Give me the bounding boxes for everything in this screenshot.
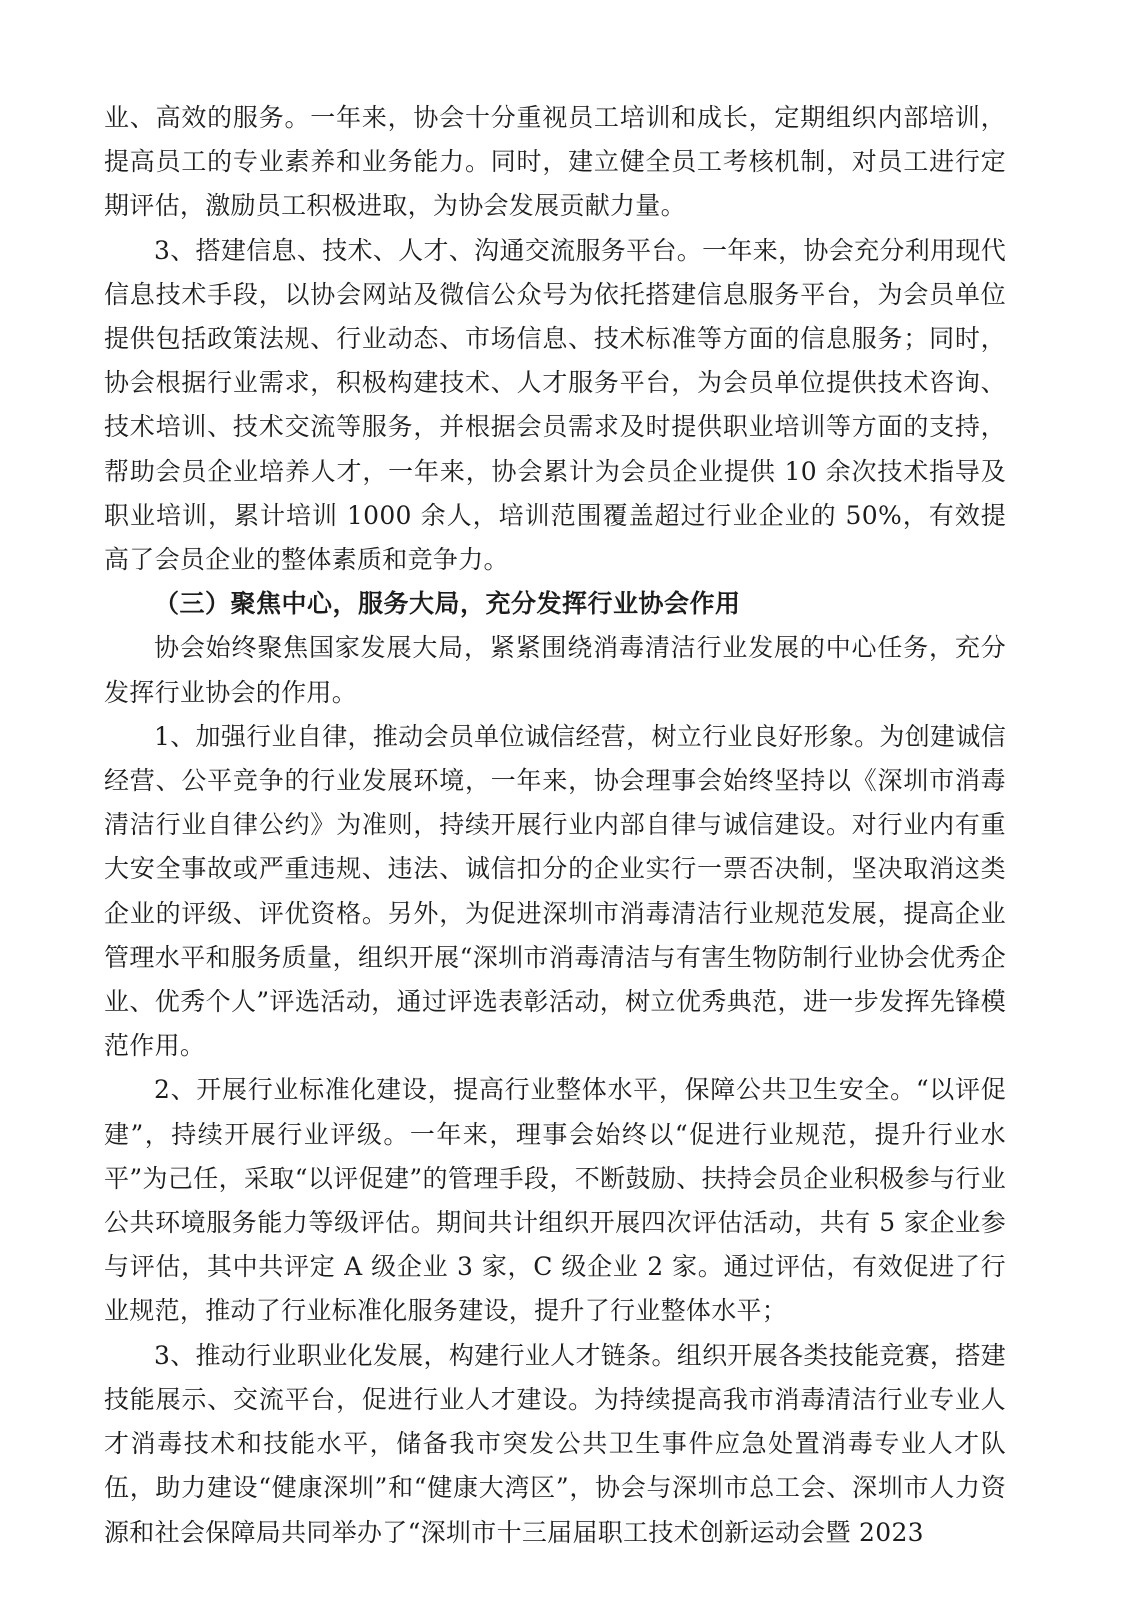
paragraph-continuation: 业、高效的服务。一年来，协会十分重视员工培训和成长，定期组织内部培训，提高员工的专业素养和业务能力。同时，建立健全员工考核机制，对员工进行定期评估，激励员工积极进取，为协会发展贡献力量。	[104, 103, 1006, 221]
paragraph-item-2-standardization: 2、开展行业标准化建设，提高行业整体水平，保障公共卫生安全。“以评促建”，持续开展行业评级。一年来，理事会始终以“促进行业规范，提升行业水平”为己任，采取“以评促建”的管理手段，不断鼓励、扶持会员企业积极参与行业公共环境服务能力等级评估。期间共计组织开展四次评估活动，共有 5 家企业参与评估，其中共评定 A 级企业 3 家，C 级企业 2 家。通过评估，有效促进了行业规范，推动了行业标准化服务建设，提升了行业整体水平；	[104, 1075, 1006, 1326]
paragraph-section-intro: 协会始终聚焦国家发展大局，紧紧围绕消毒清洁行业发展的中心任务，充分发挥行业协会的作用。	[104, 633, 1006, 707]
document-page	[104, 96, 1006, 1555]
paragraph-item-1-self-discipline: 1、加强行业自律，推动会员单位诚信经营，树立行业良好形象。为创建诚信经营、公平竞争的行业发展环境，一年来，协会理事会始终坚持以《深圳市消毒清洁行业自律公约》为准则，持续开展行业内部自律与诚信建设。对行业内有重大安全事故或严重违规、违法、诚信扣分的企业实行一票否决制，坚决取消这类企业的评级、评优资格。另外，为促进深圳市消毒清洁行业规范发展，提高企业管理水平和服务质量，组织开展“深圳市消毒清洁与有害生物防制行业协会优秀企业、优秀个人”评选活动，通过评选表彰活动，树立优秀典范，进一步发挥先锋模范作用。	[104, 721, 1006, 1061]
paragraph-item-3-professionalization: 3、推动行业职业化发展，构建行业人才链条。组织开展各类技能竞赛，搭建技能展示、交流平台，促进行业人才建设。为持续提高我市消毒清洁行业专业人才消毒技术和技能水平，储备我市突发公共卫生事件应急处置消毒专业人才队伍，助力建设“健康深圳”和“健康大湾区”，协会与深圳市总工会、深圳市人力资源和社会保障局共同举办了“深圳市十三届届职工技术创新运动会暨 2023	[104, 1340, 1006, 1547]
paragraph-item-3-platform: 3、搭建信息、技术、人才、沟通交流服务平台。一年来，协会充分利用现代信息技术手段，以协会网站及微信公众号为依托搭建信息服务平台，为会员单位提供包括政策法规、行业动态、市场信息、技术标准等方面的信息服务；同时，协会根据行业需求，积极构建技术、人才服务平台，为会员单位提供技术咨询、技术培训、技术交流等服务，并根据会员需求及时提供职业培训等方面的支持，帮助会员企业培养人才，一年来，协会累计为会员企业提供 10 余次技术指导及职业培训，累计培训 1000 余人，培训范围覆盖超过行业企业的 50%，有效提高了会员企业的整体素质和竞争力。	[104, 235, 1006, 575]
section-heading-3: （三）聚焦中心，服务大局，充分发挥行业协会作用	[154, 589, 741, 619]
